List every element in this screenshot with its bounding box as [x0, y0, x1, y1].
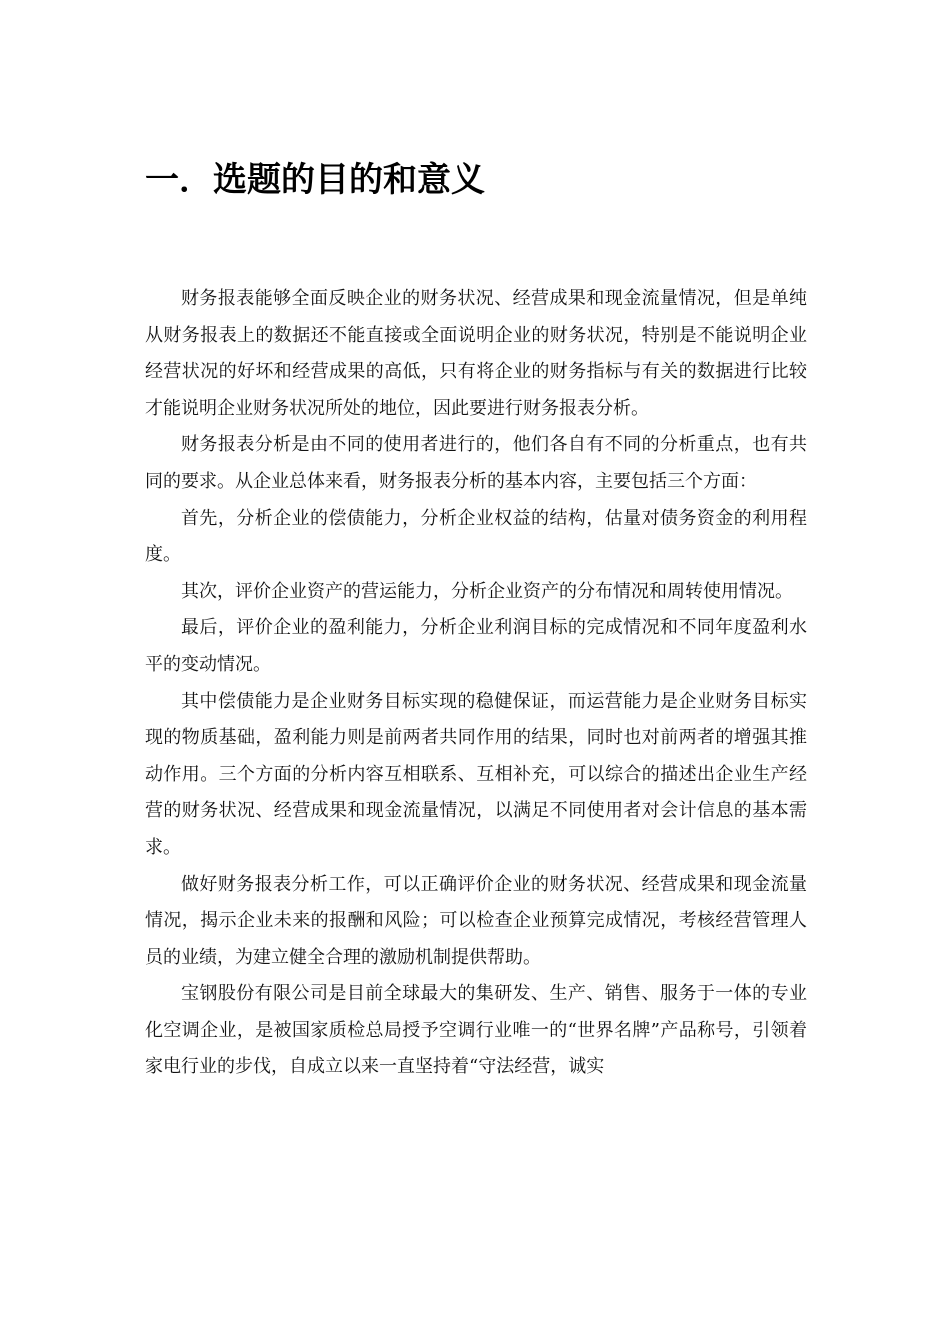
paragraph: 其次，评价企业资产的营运能力，分析企业资产的分布情况和周转使用情况。: [181, 580, 793, 602]
paragraph: 最后，评价企业的盈利能力，分析企业利润目标的完成情况和不同年度盈利水平的变动情况。: [145, 617, 807, 675]
paragraph: 财务报表能够全面反映企业的财务状况、经营成果和现金流量情况，但是单纯从财务报表上的数据还不能直接或全面说明企业的财务状况，特别是不能说明企业经营状况的好坏和经营成果的高低，只有将企业的财务指标与有关的数据进行比较才能说明企业财务状况所处的地位，因此要进行财务报表分析。: [145, 288, 807, 419]
paragraph: 其中偿债能力是企业财务目标实现的稳健保证，而运营能力是企业财务目标实现的物质基础，盈利能力则是前两者共同作用的结果，同时也对前两者的增强其推动作用。三个方面的分析内容互相联系、互相补充，可以综合的描述出企业生产经营的财务状况、经营成果和现金流量情况，以满足不同使用者对会计信息的基本需求。: [145, 690, 807, 858]
paragraph: 宝钢股份有限公司是目前全球最大的集研发、生产、销售、服务于一体的专业化空调企业，是被国家质检总局授予空调行业唯一的“世界名牌”产品称号，引领着家电行业的步伐，自成立以来一直坚持着“守法经营，诚实: [145, 983, 807, 1078]
paragraph: 财务报表分析是由不同的使用者进行的，他们各自有不同的分析重点，也有共同的要求。从企业总体来看，财务报表分析的基本内容，主要包括三个方面：: [145, 434, 807, 492]
paragraph: 做好财务报表分析工作，可以正确评价企业的财务状况、经营成果和现金流量情况，揭示企业未来的报酬和风险；可以检查企业预算完成情况，考核经营管理人员的业绩，为建立健全合理的激励机制提供帮助。: [145, 873, 807, 968]
section-heading: 一．选题的目的和意义: [145, 160, 485, 200]
paragraph: 首先，分析企业的偿债能力，分析企业权益的结构，估量对债务资金的利用程度。: [145, 507, 807, 566]
body-text: [145, 281, 807, 1086]
